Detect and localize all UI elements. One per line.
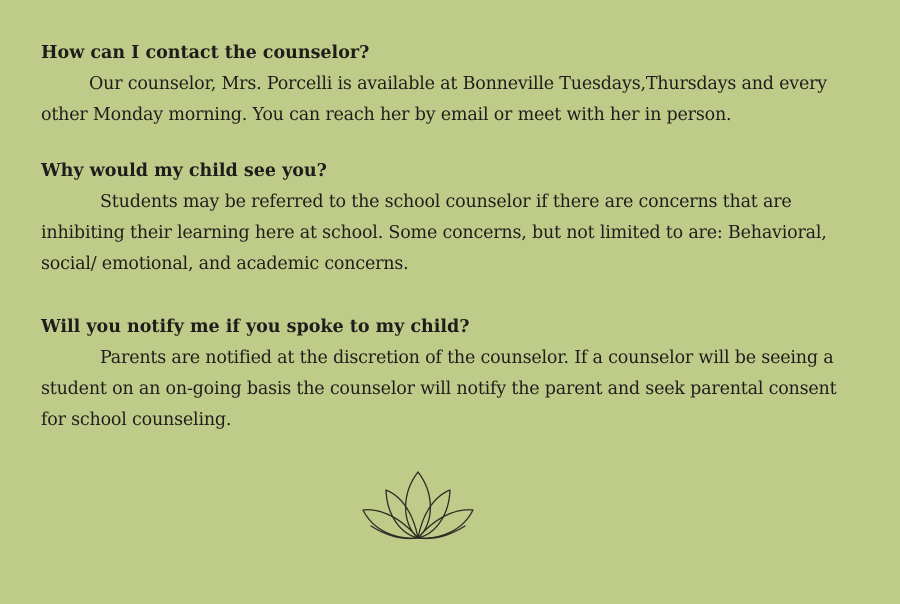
faq-answer: Parents are notified at the discretion of the counselor. If a counselor will be seeing a student on an on-going basis the counselor will notify the parent and seek parental consent for school counseling. [41, 348, 837, 430]
faq-section-referral [41, 156, 841, 280]
faq-answer: Students may be referred to the school counselor if there are concerns that are inhibiting their learning here at school. Some concerns, but not limited to are: Behavioral, social/ emotional, and academic concerns. [41, 192, 827, 274]
faq-section-notification [41, 312, 841, 436]
faq-question: Will you notify me if you spoke to my child? [41, 317, 470, 337]
faq-section-contact [41, 38, 841, 131]
faq-question: How can I contact the counselor? [41, 43, 370, 63]
lotus-icon [357, 466, 479, 542]
faq-question: Why would my child see you? [41, 161, 327, 181]
faq-answer: Our counselor, Mrs. Porcelli is available at Bonneville Tuesdays,Thursdays and every other Monday morning. You can reach her by email or meet with her in person. [41, 74, 827, 125]
